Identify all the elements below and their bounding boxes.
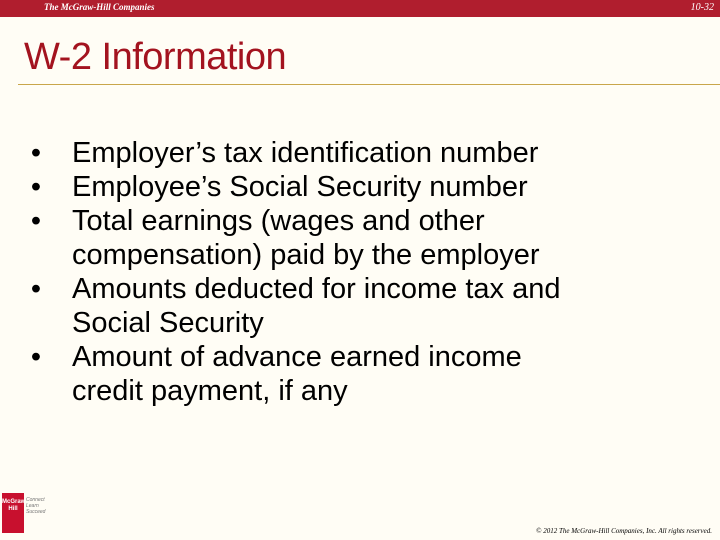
bullet-item (26, 170, 706, 204)
bullet-line: Amount of advance earned income (72, 341, 522, 373)
header-bar (0, 0, 720, 17)
publisher-name: The McGraw-Hill Companies (44, 2, 155, 12)
bullet-dot-icon: • (30, 137, 42, 169)
bullet-dot-icon: • (30, 205, 42, 237)
slide-title: W-2 Information (24, 36, 287, 78)
bullet-item (26, 204, 706, 272)
bullet-item (26, 272, 706, 340)
slide-number: 10-32 (690, 2, 714, 13)
bullet-line: Employer’s tax identification number (72, 137, 539, 169)
bullet-item (26, 136, 706, 170)
bullet-line: Amounts deducted for income tax and (72, 273, 561, 305)
bullet-line: Total earnings (wages and other (72, 205, 485, 237)
title-divider (18, 84, 720, 85)
publisher-logo (0, 489, 54, 540)
logo-tagline: Connect Learn Succeed (26, 497, 46, 515)
logo-mark: McGraw Hill (2, 493, 24, 533)
bullet-dot-icon: • (30, 341, 42, 373)
bullet-line: credit payment, if any (72, 375, 348, 407)
bullet-line: Employee’s Social Security number (72, 171, 528, 203)
bullet-item (26, 340, 706, 408)
copyright-notice: © 2012 The McGraw-Hill Companies, Inc. All rights reserved. (536, 527, 712, 535)
bullet-dot-icon: • (30, 273, 42, 305)
bullet-list (26, 136, 706, 408)
bullet-line: Social Security (72, 307, 264, 339)
bullet-line: compensation) paid by the employer (72, 239, 540, 271)
bullet-dot-icon: • (30, 171, 42, 203)
